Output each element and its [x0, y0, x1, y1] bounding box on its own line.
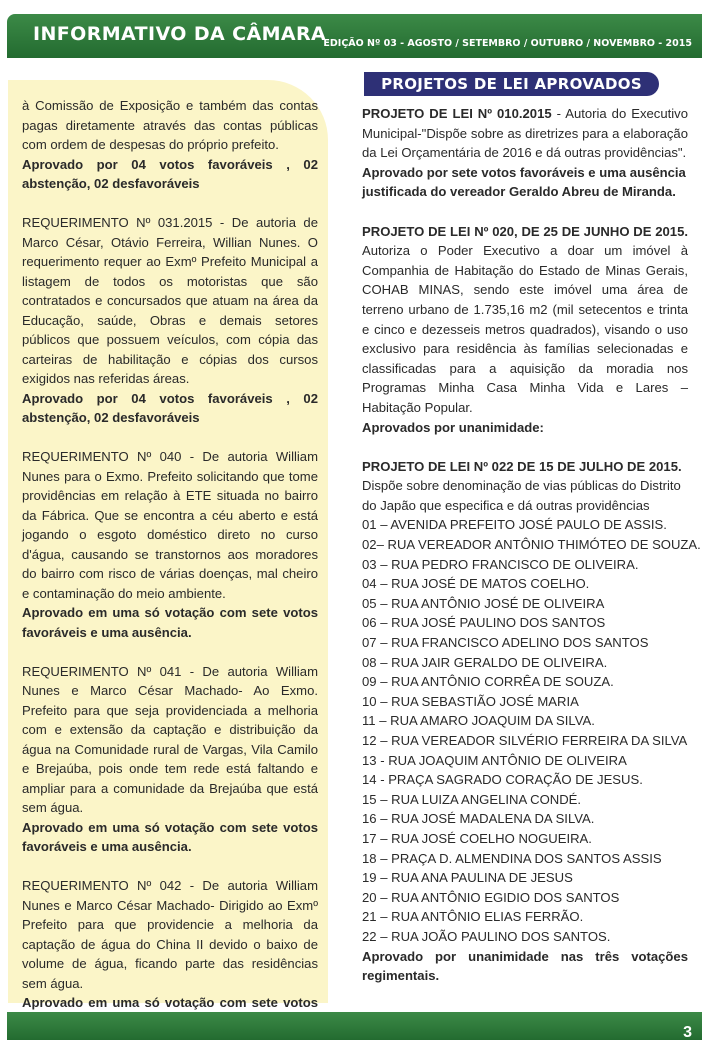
projeto-010: [362, 104, 688, 202]
req042-heading: REQUERIMENTO Nº 042: [22, 878, 182, 893]
list-item: 01 – AVENIDA PREFEITO JOSÉ PAULO DE ASSIS.: [362, 517, 667, 533]
list-item: 03 – RUA PEDRO FRANCISCO DE OLIVEIRA.: [362, 556, 639, 572]
list-item: 08 – RUA JAIR GERALDO DE OLIVEIRA.: [362, 654, 608, 670]
header-bar: [7, 14, 702, 58]
edition-info: EDIÇÃO Nº 03 - AGOSTO / SETEMBRO / OUTUBRO / NOVEMBRO - 2015: [323, 38, 692, 49]
intro-text: à Comissão de Exposição e também das contas pagas diretamente através das contas públicas com ordem de despesas do próprio prefeito.: [22, 98, 318, 152]
list-item: 09 – RUA ANTÔNIO CORRÊA DE SOUZA.: [362, 674, 614, 690]
req042-text: - De autoria William Nunes e Marco César Machado- Dirigido ao Exmº Prefeito para que providencie a melhoria da captação de água do China II devido o baixo de volume de água, ficando parte das residências sem água.: [22, 878, 318, 991]
pl022-text: Dispõe sobre denominação de vias públicas do Distrito do Japão que especifica e dá outras providências: [362, 478, 681, 513]
list-item: 11 – RUA AMARO JOAQUIM DA SILVA.: [362, 713, 595, 729]
pl020-text: Autoriza o Poder Executivo a doar um imóvel à Companhia de Habitação do Estado de Minas Gerais, COHAB MINAS, sendo este imóvel uma área de terreno urbano de 1.735,16 m2 (mil setecentos e trinta e cinco e dezesseis metros quadrados), visando o uso exclusivo para residência às famílias selecionadas e classificadas para a aquisição da moradia nos Programas Minha Casa Minha Vida e Lares – Habitação Popular.: [362, 243, 688, 415]
projeto-022: [362, 457, 701, 986]
section-title: PROJETOS DE LEI APROVADOS: [364, 72, 659, 96]
requerimento-042: [22, 876, 318, 1032]
pl010-heading: PROJETO DE LEI Nº 010.2015: [362, 106, 552, 121]
list-item: 18 – PRAÇA D. ALMENDINA DOS SANTOS ASSIS: [362, 850, 662, 866]
list-item: 02– RUA VEREADOR ANTÔNIO THIMÓTEO DE SOUZA.: [362, 537, 701, 553]
list-item: 19 – RUA ANA PAULINA DE JESUS: [362, 870, 573, 886]
req031-approval: Aprovado por 04 votos favoráveis , 02 abstenção, 02 desfavoráveis: [22, 390, 318, 425]
list-item: 21 – RUA ANTÔNIO ELIAS FERRÃO.: [362, 909, 584, 925]
list-item: 04 – RUA JOSÉ DE MATOS COELHO.: [362, 576, 590, 592]
street-list: [362, 515, 701, 946]
list-item: 12 – RUA VEREADOR SILVÉRIO FERREIRA DA SILVA: [362, 733, 688, 748]
page-number: 3: [683, 1024, 692, 1041]
req040-approval: Aprovado em uma só votação com sete votos favoráveis e uma ausência.: [22, 605, 318, 640]
list-item: 13 - RUA JOAQUIM ANTÔNIO DE OLIVEIRA: [362, 752, 627, 768]
req040-heading: REQUERIMENTO Nº 040: [22, 449, 182, 464]
req042-approval: Aprovado em uma só votação com sete votos: [22, 995, 318, 1010]
pl022-heading: PROJETO DE LEI Nº 022 DE 15 DE JULHO DE 2015.: [362, 458, 682, 474]
req040-text: - De autoria William Nunes para o Exmo. Prefeito solicitando que tome providências em relação à ETE situada no bairro da Fábrica. Que se encontra a céu aberto e está jogando o esgoto doméstico direto no curso d'água, causando se transtornos aos moradores do bairro com risco de várias doenças, mal cheiro e contaminação do meio ambiente.: [22, 449, 318, 601]
pl022-approval: Aprovado por unanimidade nas três votações regimentais.: [362, 948, 688, 984]
footer-bar: [7, 1012, 702, 1040]
pl020-approval: Aprovados por unanimidade:: [362, 419, 544, 435]
list-item: 17 – RUA JOSÉ COELHO NOGUEIRA.: [362, 830, 592, 846]
list-item: 16 – RUA JOSÉ MADALENA DA SILVA.: [362, 811, 595, 827]
list-item: 14 - PRAÇA SAGRADO CORAÇÃO DE JESUS.: [362, 772, 643, 788]
projeto-020: [362, 222, 688, 438]
req041-heading: REQUERIMENTO Nº 041: [22, 663, 182, 679]
list-item: 05 – RUA ANTÔNIO JOSÉ DE OLIVEIRA: [362, 595, 605, 611]
req041-approval: Aprovado em uma só votação com sete votos favoráveis e uma ausência.: [22, 819, 318, 854]
left-column: [22, 96, 318, 1052]
list-item: 15 – RUA LUIZA ANGELINA CONDÉ.: [362, 791, 582, 807]
list-item: 22 – RUA JOÃO PAULINO DOS SANTOS.: [362, 928, 611, 944]
intro-approval: Aprovado por 04 votos favoráveis , 02 abstenção, 02 desfavoráveis: [22, 156, 318, 191]
requerimento-031: [22, 213, 318, 428]
req041-text: - De autoria William Nunes e Marco César Machado- Ao Exmo. Prefeito para que seja providenciada a melhoria com e extensão da captação e distribuição da água na Comunidade rural de Vargas, Vila Camilo e Brejaúba, pois onde tem rede está faltando e ampliar para a comunidade da Brejaúba que está sem água.: [22, 663, 318, 815]
list-item: 10 – RUA SEBASTIÃO JOSÉ MARIA: [362, 693, 579, 709]
requerimento-040: [22, 447, 318, 642]
list-item: 06 – RUA JOSÉ PAULINO DOS SANTOS: [362, 615, 606, 631]
pl010-approval: Aprovado por sete votos favoráveis e uma ausência justificada do vereador Geraldo Abreu de Miranda.: [362, 164, 686, 200]
list-item: 20 – RUA ANTÔNIO EGIDIO DOS SANTOS: [362, 889, 620, 905]
requerimento-041: [22, 662, 318, 857]
pl020-heading: PROJETO DE LEI Nº 020, DE 25 DE JUNHO DE 2015.: [362, 223, 688, 239]
pl010-text: - Autoria do Executivo Municipal-"Dispõe sobre as diretrizes para a elaboração da Lei Orçamentária de 2016 e dá outras providências".: [362, 106, 688, 161]
right-column: [362, 104, 701, 986]
intro-block: [22, 96, 318, 194]
req031-heading: REQUERIMENTO Nº 031.2015: [22, 215, 213, 230]
newsletter-title: INFORMATIVO DA CÂMARA: [33, 23, 327, 45]
list-item: 07 – RUA FRANCISCO ADELINO DOS SANTOS: [362, 635, 649, 651]
req031-text: - De autoria de Marco César, Otávio Ferreira, Willian Nunes. O requerimento requer ao Exmº Prefeito Municipal a listagem de todos os motoristas que são contratados e concursados que atuam na área da Educação, saúde, Obras e demais setores públicos que possuem veículos, com cópia das carteiras de habilitação e cópias dos cursos exigidos nas referidas áreas.: [22, 215, 318, 386]
